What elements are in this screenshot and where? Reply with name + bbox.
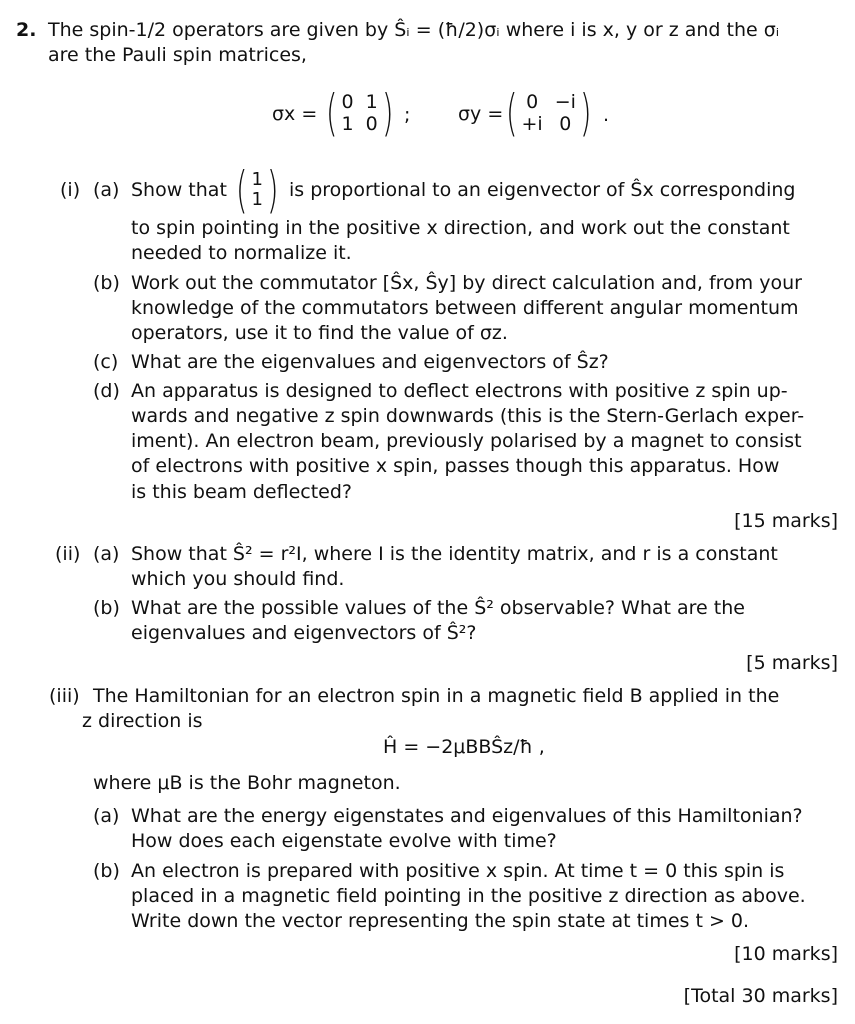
- part-iii-b-line-2: placed in a magnetic field pointing in the positive z direction as above.: [131, 885, 806, 907]
- part-iii-a-line-2: How does each eigenstate evolve with time?: [131, 830, 557, 852]
- part-i-b-line-1: Work out the commutator [Ŝx, Ŝy] by direct calculation and, from your: [131, 272, 802, 294]
- part-i-b-line-2: knowledge of the commutators between different angular momentum: [131, 297, 799, 319]
- intro-line-1: The spin-1/2 operators are given by Ŝᵢ = (ħ/2)σᵢ where i is x, y or z and the σᵢ: [48, 19, 780, 41]
- column-vector: ( 1 1 ): [235, 161, 279, 219]
- part-i-d-line-4: of electrons with positive x spin, passes though this apparatus. How: [131, 455, 780, 477]
- part-iii-a-line-1: What are the energy eigenstates and eigenvalues of this Hamiltonian?: [131, 805, 803, 827]
- part-ii-label: (ii): [55, 543, 81, 565]
- part-i-a-line-2: to spin pointing in the positive x direction, and work out the constant: [131, 217, 790, 239]
- part-ii-a-line-1: Show that Ŝ² = r²I, where I is the identity matrix, and r is a constant: [131, 543, 778, 565]
- part-iii-line-3: where μB is the Bohr magneton.: [93, 772, 401, 794]
- sx-cell: 0: [341, 91, 354, 113]
- sy-cell: +i: [521, 113, 543, 135]
- part-i-b-label: (b): [93, 272, 120, 294]
- question-number: 2.: [16, 19, 37, 41]
- matrix-separator: ;: [404, 104, 411, 126]
- part-i-d-label: (d): [93, 380, 120, 402]
- sx-cell: 1: [341, 113, 354, 135]
- part-i-b-line-3: operators, use it to find the value of σz.: [131, 322, 508, 344]
- part-ii-b-line-1: What are the possible values of the Ŝ² observable? What are the: [131, 597, 745, 619]
- part-iii-a-label: (a): [93, 805, 120, 827]
- part-ii-b-label: (b): [93, 597, 120, 619]
- part-iii-b-line-3: Write down the vector representing the spin state at times t > 0.: [131, 910, 750, 932]
- sigma-y-matrix: ( 0 −i +i 0 ): [505, 84, 592, 142]
- total-marks: [Total 30 marks]: [683, 985, 838, 1007]
- sx-cell: 1: [365, 91, 378, 113]
- sy-cell: −i: [554, 91, 576, 113]
- sigma-y-label: σy =: [458, 103, 504, 125]
- part-i-marks: [15 marks]: [734, 510, 838, 532]
- part-i-a-post: is proportional to an eigenvector of Ŝx corresponding: [289, 179, 796, 201]
- part-iii-line-2: z direction is: [82, 710, 203, 732]
- sigma-x-matrix: ( 0 1 1 0 ): [325, 84, 394, 142]
- matrix-end: .: [603, 104, 610, 126]
- part-ii-a-line-2: which you should find.: [131, 568, 345, 590]
- sy-cell: 0: [559, 113, 572, 135]
- vector-cell: 1: [251, 189, 263, 210]
- hamiltonian-equation: Ĥ = −2μBBŜz/ħ ,: [383, 736, 545, 758]
- part-i-d-line-2: wards and negative z spin downwards (this is the Stern-Gerlach exper-: [131, 405, 805, 427]
- part-i-c-line-1: What are the eigenvalues and eigenvectors of Ŝz?: [131, 351, 609, 373]
- part-ii-marks: [5 marks]: [746, 652, 838, 674]
- part-i-a-label: (a): [93, 179, 120, 201]
- part-i-label: (i): [60, 179, 81, 201]
- sigma-x-label: σx =: [272, 103, 318, 125]
- part-iii-label: (iii): [49, 685, 80, 707]
- part-i-a-pre: Show that: [131, 179, 227, 201]
- part-iii-marks: [10 marks]: [734, 943, 838, 965]
- intro-line-2: are the Pauli spin matrices,: [48, 44, 307, 66]
- part-i-c-label: (c): [93, 351, 119, 373]
- part-i-d-line-5: is this beam deflected?: [131, 481, 353, 503]
- part-iii-line-1: The Hamiltonian for an electron spin in a magnetic field B applied in the: [93, 685, 780, 707]
- sx-cell: 0: [365, 113, 378, 135]
- part-ii-b-line-2: eigenvalues and eigenvectors of Ŝ²?: [131, 622, 477, 644]
- part-iii-b-line-1: An electron is prepared with positive x spin. At time t = 0 this spin is: [131, 860, 785, 882]
- part-i-a-line-3: needed to normalize it.: [131, 242, 352, 264]
- vector-cell: 1: [251, 169, 263, 190]
- part-i-d-line-3: iment). An electron beam, previously polarised by a magnet to consist: [131, 430, 802, 452]
- part-ii-a-label: (a): [93, 543, 120, 565]
- part-i-d-line-1: An apparatus is designed to deflect electrons with positive z spin up-: [131, 380, 788, 402]
- sy-cell: 0: [526, 91, 539, 113]
- part-iii-b-label: (b): [93, 860, 120, 882]
